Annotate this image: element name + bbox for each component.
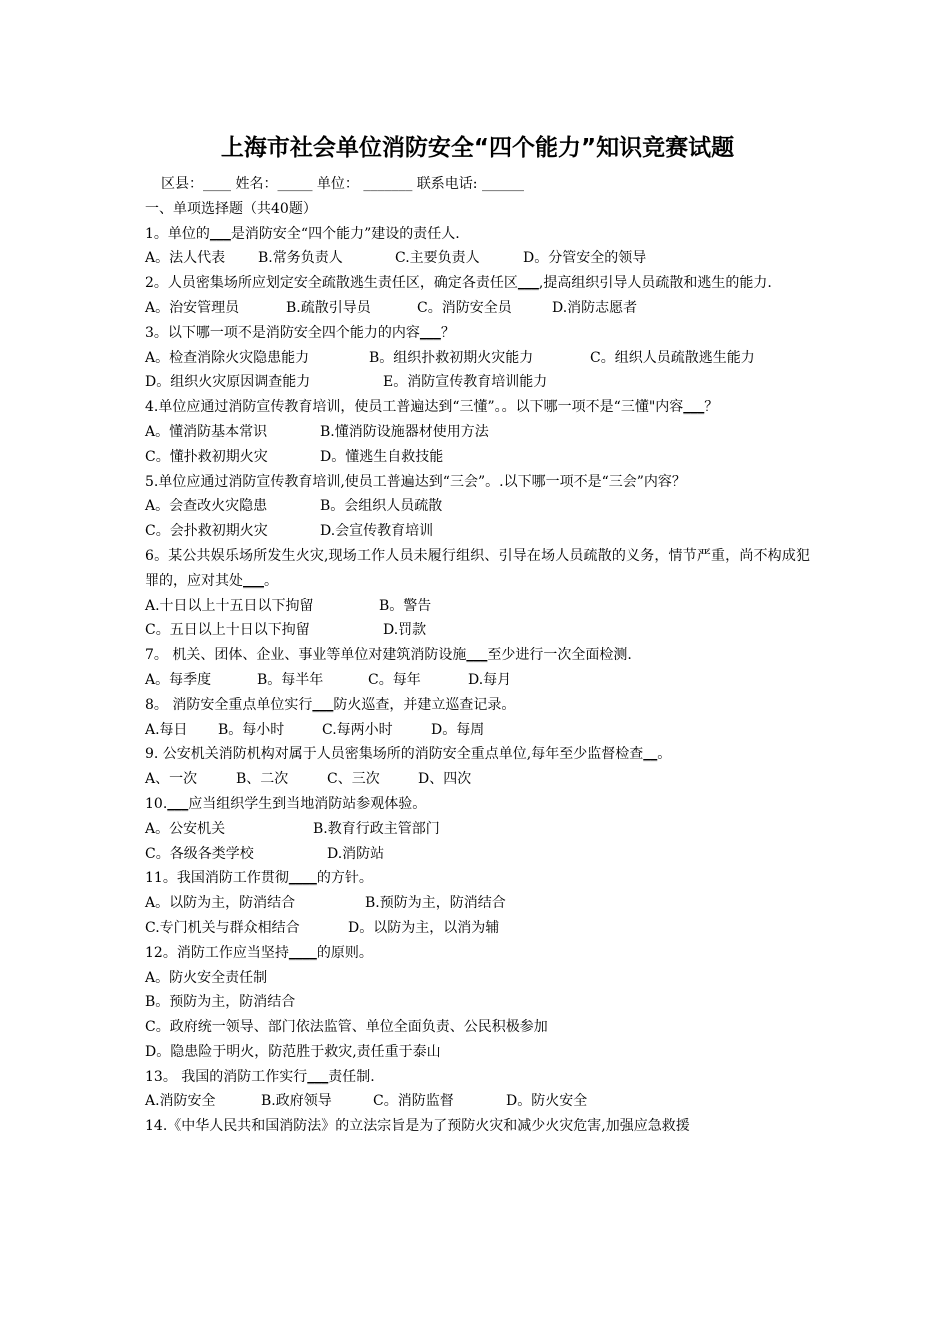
option-c: C。各级各类学校 — [145, 845, 254, 862]
question-text: 2。人员密集场所应划定安全疏散逃生责任区，确定各责任区 — [145, 275, 518, 292]
answer-blank: ___ — [312, 696, 334, 713]
option-b: B。每小时 — [218, 721, 285, 738]
option-b: B.政府领导 — [261, 1093, 332, 1110]
options-10-row1 — [145, 817, 810, 842]
district-label: 区县： — [161, 176, 203, 192]
answer-blank: ___ — [209, 225, 231, 242]
question-text: 。 — [264, 572, 278, 589]
answer-blank: ___ — [243, 572, 264, 589]
options-11-row2 — [145, 916, 810, 941]
question-text: 的方针。 — [316, 870, 373, 887]
question-text: ？ — [704, 399, 719, 416]
answer-blank: ___ — [683, 399, 705, 416]
option-c: C.主要负责人 — [395, 250, 480, 267]
option-c: C。每年 — [368, 671, 421, 688]
question-7 — [145, 643, 810, 668]
question-10 — [145, 792, 810, 817]
option-d: D。防火安全 — [506, 1093, 588, 1110]
options-13 — [145, 1089, 810, 1114]
question-text: 4.单位应通过消防宣传教育培训，使员工普遍达到“三懂”。。以下哪一项不是“三懂"内容 — [145, 399, 684, 416]
options-10-row2 — [145, 842, 810, 867]
unit-blank: _______ — [363, 176, 413, 192]
option-a: A.十日以上十五日以下拘留 — [145, 597, 314, 614]
options-5-row2 — [145, 519, 810, 544]
option-a: A。每季度 — [145, 671, 212, 688]
district-blank: ____ — [203, 176, 231, 192]
option-c: C。消防安全员 — [417, 299, 512, 316]
option-b: B。警告 — [379, 597, 432, 614]
option-a: A。治安管理员 — [145, 299, 240, 316]
answer-blank: ___ — [307, 1068, 329, 1085]
option-a: A.消防安全 — [145, 1093, 216, 1110]
option-a: A。防火安全责任制 — [145, 969, 268, 986]
options-9 — [145, 767, 810, 792]
option-a: A。会查改火灾隐患 — [145, 498, 268, 515]
option-a: A。检查消除火灾隐患能力 — [145, 349, 310, 366]
option-c: C。政府统一领导、部门依法监管、单位全面负责、公民积极参加 — [145, 1019, 548, 1036]
question-text: 7。 机关、团体、企业、事业等单位对建筑消防设施 — [145, 647, 467, 664]
info-line — [145, 172, 810, 197]
option-c: C.每两小时 — [322, 721, 393, 738]
options-5-row1 — [145, 494, 810, 519]
option-d: D。懂逃生自救技能 — [320, 448, 444, 465]
option-a: A、一次 — [145, 771, 198, 788]
question-3 — [145, 321, 810, 346]
options-8 — [145, 718, 810, 743]
question-14: 14.《中华人民共和国消防法》的立法宗旨是为了预防火灾和减少火灾危害,加强应急救援 — [145, 1118, 690, 1135]
question-5: 5.单位应通过消防宣传教育培训,使员工普遍达到“三会”。.以下哪一项不是“三会”内容？ — [145, 473, 686, 490]
option-d: D.罚款 — [383, 622, 427, 639]
option-b: B.疏散引导员 — [286, 299, 371, 316]
options-7 — [145, 668, 810, 693]
options-11-row1 — [145, 891, 810, 916]
question-text: 9. 公安机关消防机构对属于人员密集场所的消防安全重点单位,每年至少监督检查 — [145, 746, 644, 763]
option-c: C。懂扑救初期火灾 — [145, 448, 268, 465]
question-1 — [145, 222, 810, 247]
option-d: D。组织火灾原因调查能力 — [145, 374, 311, 391]
question-9 — [145, 742, 810, 767]
option-b: B、二次 — [236, 771, 289, 788]
option-d: D、四次 — [418, 771, 472, 788]
question-text: 是消防安全“四个能力”建设的责任人. — [230, 225, 460, 242]
question-text: 责任制. — [328, 1068, 375, 1085]
answer-blank: ___ — [419, 324, 441, 341]
question-text: 应当组织学生到当地消防站参观体验。 — [188, 795, 427, 812]
question-text: 至少进行一次全面检测. — [487, 647, 632, 664]
options-6-row2 — [145, 618, 810, 643]
answer-blank: ____ — [288, 944, 317, 961]
option-d: D.消防志愿者 — [552, 299, 638, 316]
name-blank: _____ — [277, 176, 313, 192]
question-text: 10. — [145, 795, 168, 812]
option-d: D.每月 — [468, 671, 512, 688]
option-c: C。五日以上十日以下拘留 — [145, 622, 310, 639]
question-text: 1。单位的 — [145, 225, 210, 242]
options-4-row2 — [145, 445, 810, 470]
option-c: C.专门机关与群众相结合 — [145, 919, 300, 936]
question-text: 防火巡查，并建立巡查记录。 — [333, 696, 516, 713]
options-3-row2 — [145, 370, 810, 395]
options-2 — [145, 296, 810, 321]
option-d: D.消防站 — [327, 845, 385, 862]
option-b: B。预防为主，防消结合 — [145, 994, 296, 1011]
option-d: D。每周 — [431, 721, 485, 738]
option-c: C。组织人员疏散逃生能力 — [590, 349, 755, 366]
answer-blank: ____ — [288, 870, 317, 887]
question-text: 6。某公共娱乐场所发生火灾,现场工作人员未履行组织、引导在场人员疏散的义务，情节严重，尚不构成犯罪的，应对其处 — [145, 547, 810, 589]
name-label: 姓名： — [235, 176, 278, 192]
unit-label: 单位： — [316, 176, 359, 192]
question-4 — [145, 395, 810, 420]
question-text: 12。消防工作应当坚持 — [145, 944, 289, 961]
option-a: A。以防为主，防消结合 — [145, 895, 296, 912]
phone-blank: ______ — [481, 176, 524, 192]
option-e: E。消防宣传教育培训能力 — [383, 374, 548, 391]
question-text: 。 — [657, 746, 672, 763]
option-c: C、三次 — [327, 771, 380, 788]
option-d: D。隐患险于明火，防范胜于救灾,责任重于泰山 — [145, 1043, 441, 1060]
answer-blank: ___ — [517, 275, 539, 292]
question-8 — [145, 693, 810, 718]
section-heading: 一、单项选择题（共40题） — [145, 200, 317, 217]
question-text: ,提高组织引导人员疏散和逃生的能力. — [538, 275, 772, 292]
question-text: ？ — [440, 324, 455, 341]
page-title: 上海市社会单位消防安全“四个能力”知识竞赛试题 — [220, 135, 735, 161]
option-b: B。组织扑救初期火灾能力 — [369, 349, 534, 366]
option-b: B.常务负责人 — [258, 250, 343, 267]
question-6 — [145, 544, 810, 594]
option-c: C。会扑救初期火灾 — [145, 523, 268, 540]
question-text: 3。以下哪一项不是消防安全四个能力的内容 — [145, 324, 420, 341]
option-a: A。法人代表 — [145, 250, 226, 267]
options-4-row1 — [145, 420, 810, 445]
question-text: 11。我国消防工作贯彻 — [145, 870, 289, 887]
question-text: 13。 我国的消防工作实行 — [145, 1068, 308, 1085]
answer-blank: __ — [643, 746, 658, 763]
option-b: B.教育行政主管部门 — [313, 820, 440, 837]
option-d: D。以防为主，以消为辅 — [348, 919, 500, 936]
question-12 — [145, 941, 810, 966]
option-b: B.懂消防设施器材使用方法 — [320, 423, 489, 440]
option-a: A.每日 — [145, 721, 188, 738]
exam-page — [145, 130, 810, 1139]
option-d: D.会宣传教育培训 — [320, 523, 434, 540]
options-6-row1 — [145, 594, 810, 619]
question-2 — [145, 271, 810, 296]
options-1 — [145, 246, 810, 271]
question-11 — [145, 866, 810, 891]
answer-blank: ___ — [466, 647, 488, 664]
question-13 — [145, 1065, 810, 1090]
option-b: B。会组织人员疏散 — [320, 498, 443, 515]
option-c: C。消防监督 — [373, 1093, 454, 1110]
option-d: D。分管安全的领导 — [523, 250, 647, 267]
option-b: B.预防为主，防消结合 — [365, 895, 506, 912]
answer-blank: ___ — [167, 795, 189, 812]
option-b: B。每半年 — [257, 671, 324, 688]
options-3-row1 — [145, 346, 810, 371]
question-text: 8。 消防安全重点单位实行 — [145, 696, 313, 713]
question-text: 的原则。 — [316, 944, 373, 961]
option-a: A。懂消防基本常识 — [145, 423, 268, 440]
option-a: A。公安机关 — [145, 820, 226, 837]
phone-label: 联系电话: — [416, 176, 482, 192]
